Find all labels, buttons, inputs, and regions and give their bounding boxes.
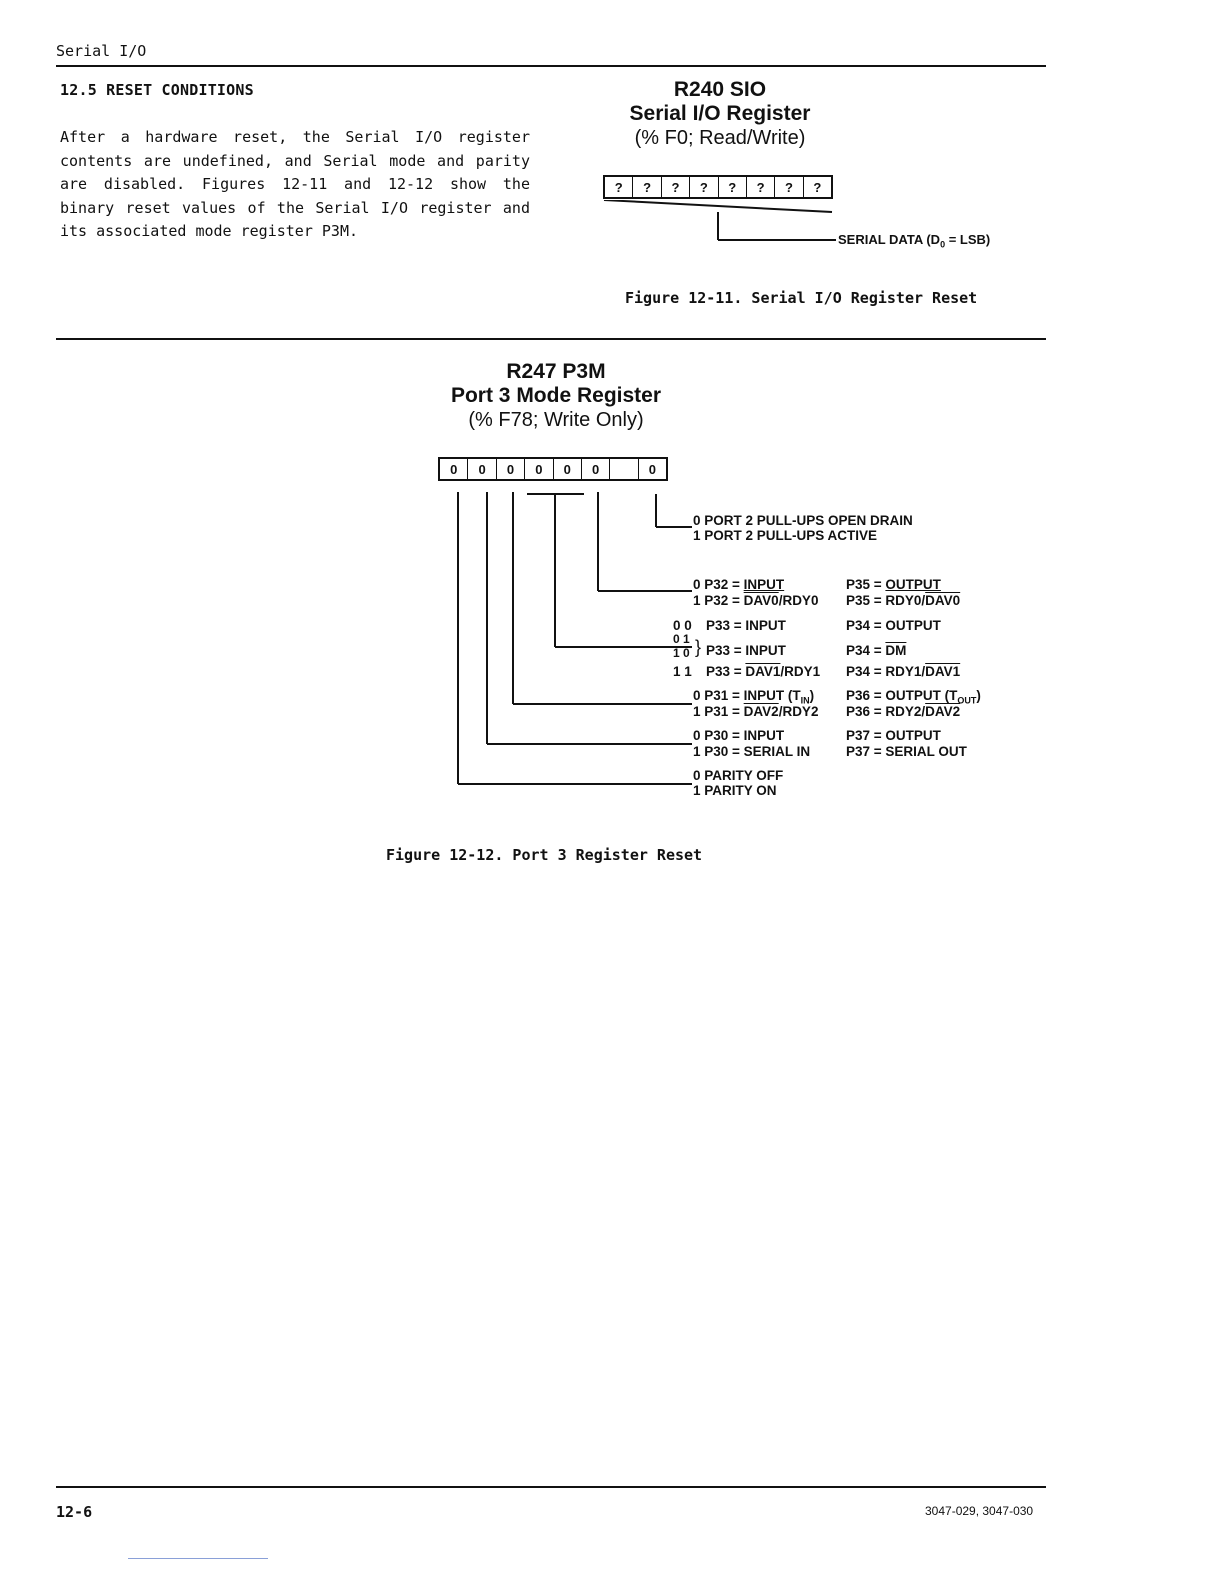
bit34-option-11-right: P34 = RDY1/DAV1 (846, 664, 961, 679)
bit6-option-1-left: 1 P30 = SERIAL IN (693, 744, 811, 759)
bit-cell (610, 459, 638, 479)
bit-cell: ? (633, 177, 661, 197)
bit0-option-1: 1 PORT 2 PULL-UPS ACTIVE (693, 528, 878, 543)
bit-cell: 0 (525, 459, 553, 479)
bit-cell: 0 (554, 459, 582, 479)
figure-11-register-desc: Serial I/O Register (629, 102, 811, 125)
bit0-option-0: 0 PORT 2 PULL-UPS OPEN DRAIN (693, 513, 913, 528)
bit-cell: ? (775, 177, 803, 197)
serial-data-label: SERIAL DATA $(D_0 = LSB)$ (838, 232, 991, 250)
bit6-option-1-right: P37 = SERIAL OUT (846, 744, 967, 759)
bit34-option-01-right: $P34 = \overline{DM}$ (846, 643, 907, 658)
header-rule (56, 65, 1046, 67)
bit-cell: ? (690, 177, 718, 197)
bit5-option-1-left: 1 P31 = DAV2/RDY2 (693, 704, 819, 719)
bit34-code-01: 0 1 (673, 632, 690, 646)
bit34-option-01-left: P33 = INPUT (706, 643, 786, 658)
figure-12-register-desc: Port 3 Mode Register (450, 384, 662, 407)
figure-12-bit-box (438, 457, 668, 481)
bit-cell: 0 (468, 459, 496, 479)
footer-rule (56, 1486, 1046, 1488)
body-paragraph: After a hardware reset, the Serial I/O register contents are undefined, and Serial mode and parity are disabled. Figures 12-11 and 12-12 show the binary reset values of the Serial I/O register and its associated mode register P3M. (60, 128, 530, 240)
bit-cell: 0 (582, 459, 610, 479)
figure-11-register-addr: (% F0; Read/Write) (634, 127, 806, 149)
bit1-option-1-right: P35 = RDY0/DAV0 (846, 593, 961, 608)
bit34-code-00: 0 0 (673, 618, 692, 633)
figure-11-title (600, 78, 840, 150)
bit1-option-0-left: 0 P32 = INPUT (693, 577, 785, 592)
bit-cell: ? (719, 177, 747, 197)
bit5-option-1-right: P36 = RDY2/DAV2 (846, 704, 961, 719)
figure-12-caption: Figure 12-12. Port 3 Register Reset (386, 846, 703, 864)
bit5-option-0-left: 0 P31 = INPUT $(T_{IN})$ (693, 688, 815, 706)
bit-cell: ? (605, 177, 633, 197)
figure-divider-rule (56, 338, 1046, 340)
bit-cell: 0 (440, 459, 468, 479)
bit7-option-1: 1 PARITY ON (693, 783, 777, 798)
figure-11-connector (600, 200, 840, 250)
bit34-option-00-right: P34 = OUTPUT (846, 618, 941, 633)
bit34-code-10: 1 0 (673, 646, 690, 660)
figure-11-register-name: R240 SIO (673, 78, 767, 101)
figure-11-caption: Figure 12-11. Serial I/O Register Reset (625, 289, 978, 307)
figure-12-register-addr: (% F78; Write Only) (468, 409, 644, 431)
figure-11-bit-box (603, 175, 833, 199)
bit-cell: 0 (497, 459, 525, 479)
bit1-option-0-right: P35 = OUTPUT (846, 577, 941, 592)
page-number: 12-6 (56, 1503, 93, 1521)
bit-cell: ? (662, 177, 690, 197)
bit7-option-0: 0 PARITY OFF (693, 768, 784, 783)
running-header: Serial I/O (56, 42, 147, 60)
bit5-option-0-right: P36 = OUTPUT $(T_{OUT})$ (846, 688, 981, 706)
figure-12-register-name: R247 P3M (506, 360, 606, 383)
bit34-option-00-left: P33 = INPUT (706, 618, 786, 633)
figure-12-title (416, 360, 696, 432)
blue-underline (128, 1558, 268, 1559)
bit34-brace: } (695, 637, 702, 657)
document-ids: 3047-029, 3047-030 (925, 1504, 1034, 1518)
bit1-option-1-left: 1 P32 = DAV0/RDY0 (693, 593, 819, 608)
bit34-code-11: 1 1 (673, 664, 692, 679)
bit34-option-11-left: P33 = DAV1/RDY1 (706, 664, 821, 679)
bit-cell: ? (747, 177, 775, 197)
bit-cell: ? (813, 180, 822, 195)
section-heading: 12.5 RESET CONDITIONS (60, 81, 254, 99)
bit6-option-0-right: P37 = OUTPUT (846, 728, 941, 743)
bit-cell: 0 (648, 462, 656, 477)
bit6-option-0-left: 0 P30 = INPUT (693, 728, 785, 743)
figure-12-connectors (430, 480, 700, 790)
